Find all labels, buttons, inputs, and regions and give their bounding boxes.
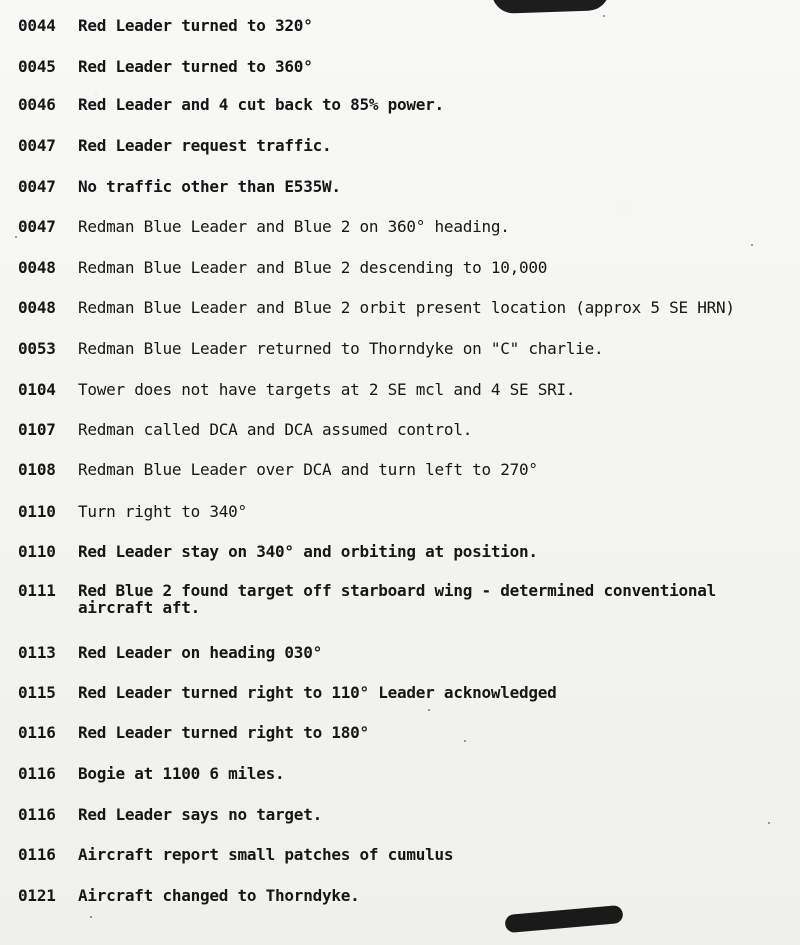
entry-time: 0047: [18, 217, 56, 236]
entry-time: 0113: [18, 643, 56, 662]
entry-text: Red Leader and 4 cut back to 85% power.: [78, 95, 444, 114]
log-entry-row: [0, 644, 800, 668]
entry-text: Redman Blue Leader returned to Thorndyke on "C" charlie.: [78, 339, 604, 358]
entry-time: 0110: [18, 542, 56, 561]
entry-time: 0104: [18, 380, 56, 399]
entry-text: Aircraft report small patches of cumulus: [78, 845, 454, 864]
entry-text: Red Leader stay on 340° and orbiting at position.: [78, 542, 538, 561]
entry-time: 0045: [18, 57, 56, 76]
log-entry-row: [0, 421, 800, 445]
entry-text: Aircraft changed to Thorndyke.: [78, 886, 360, 905]
log-entry-row: [0, 178, 800, 202]
top-ink-smudge: [492, 0, 611, 14]
log-entry-row: [0, 17, 800, 41]
entry-text: Red Leader turned to 360°: [78, 57, 313, 76]
paper-speck: [751, 244, 753, 246]
entry-time: 0121: [18, 886, 56, 905]
entry-text: Bogie at 1100 6 miles.: [78, 764, 285, 783]
entry-time: 0046: [18, 95, 56, 114]
entry-time: 0116: [18, 723, 56, 742]
entry-text: Red Leader turned right to 180°: [78, 723, 369, 742]
log-entry-row: [0, 218, 800, 242]
paper-speck: [90, 916, 92, 918]
log-entry-row: [0, 806, 800, 830]
log-entry-row: [0, 461, 800, 485]
log-entry-row: [0, 96, 800, 120]
entry-time: 0116: [18, 845, 56, 864]
log-entry-row: [0, 887, 800, 911]
log-entry-row: [0, 543, 800, 567]
entry-time: 0047: [18, 136, 56, 155]
entry-text: Tower does not have targets at 2 SE mcl and 4 SE SRI.: [78, 380, 576, 399]
entry-text: Redman Blue Leader and Blue 2 orbit present location (approx 5 SE HRN): [78, 298, 735, 317]
entry-text: Red Leader turned to 320°: [78, 16, 313, 35]
log-entry-row: [0, 137, 800, 161]
log-entry-row: [0, 724, 800, 748]
log-entry-row: [0, 846, 800, 870]
entry-time: 0111: [18, 581, 56, 600]
entry-time: 0053: [18, 339, 56, 358]
entry-time: 0048: [18, 298, 56, 317]
entry-time: 0047: [18, 177, 56, 196]
entry-text: Redman Blue Leader over DCA and turn left to 270°: [78, 460, 538, 479]
log-entry-row: [0, 684, 800, 708]
log-entry-row: [0, 765, 800, 789]
entry-time: 0048: [18, 258, 56, 277]
log-entry-row: [0, 259, 800, 283]
entry-time: 0110: [18, 502, 56, 521]
entry-text: No traffic other than E535W.: [78, 177, 341, 196]
entry-text: Red Leader says no target.: [78, 805, 322, 824]
log-entry-row: [0, 582, 800, 622]
entry-text: Red Leader on heading 030°: [78, 643, 322, 662]
entry-text: Redman called DCA and DCA assumed control.: [78, 420, 473, 439]
entry-text: Red Leader turned right to 110° Leader acknowledged: [78, 683, 557, 702]
paper-speck: [428, 709, 430, 711]
entry-time: 0116: [18, 805, 56, 824]
entry-text: Redman Blue Leader and Blue 2 on 360° heading.: [78, 217, 510, 236]
entry-text: Red Leader request traffic.: [78, 136, 332, 155]
entry-time: 0044: [18, 16, 56, 35]
entry-text: Redman Blue Leader and Blue 2 descending to 10,000: [78, 258, 548, 277]
log-entry-row: [0, 340, 800, 364]
entry-text: Red Blue 2 found target off starboard wing - determined conventional aircraft aft.: [78, 581, 717, 617]
log-entry-row: [0, 299, 800, 323]
entry-time: 0115: [18, 683, 56, 702]
entry-time: 0107: [18, 420, 56, 439]
log-entry-row: [0, 381, 800, 405]
entry-time: 0116: [18, 764, 56, 783]
entry-time: 0108: [18, 460, 56, 479]
log-entry-row: [0, 58, 800, 82]
entry-text: Turn right to 340°: [78, 502, 247, 521]
log-entry-row: [0, 503, 800, 527]
